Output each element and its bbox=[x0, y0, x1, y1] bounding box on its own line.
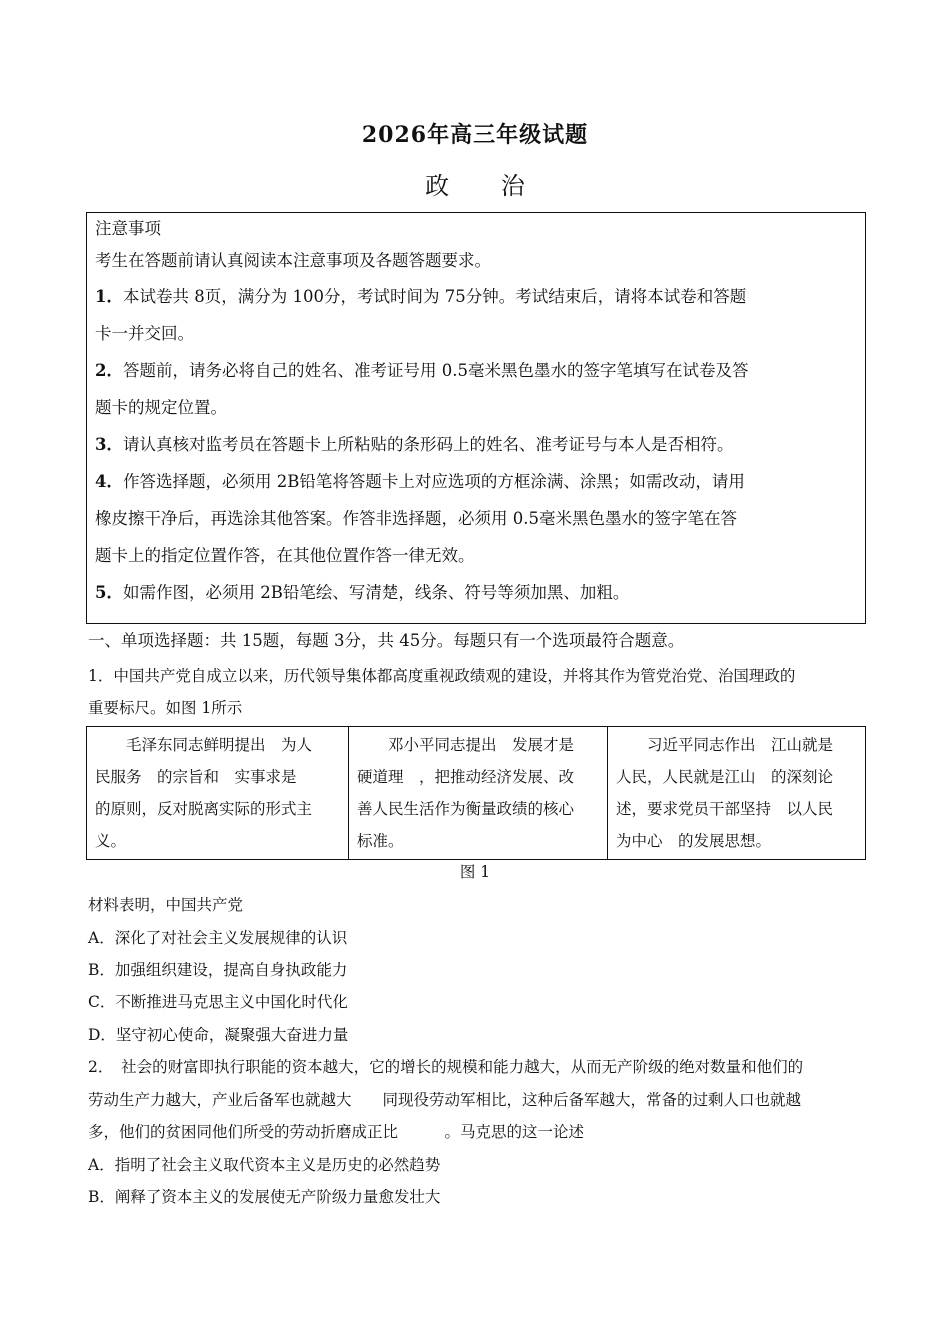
notice-item-number: 4． bbox=[95, 472, 123, 491]
section-heading: 一、单项选择题：共 15题，每题 3分，共 45分。每题只有一个选项最符合题意。 bbox=[88, 631, 685, 650]
exam-subject: 政 治 bbox=[425, 172, 547, 200]
notice-item-4 bbox=[95, 463, 857, 500]
exam-title: 2026年高三年级试题 bbox=[361, 122, 589, 148]
figure-cell-line: 人民，人民就是江山 的深刻论 bbox=[616, 768, 834, 786]
q1-option-b: B．加强组织建设，提高自身执政能力 bbox=[88, 961, 348, 979]
notice-item-text: 请认真核对监考员在答题卡上所粘贴的条形码上的姓名、准考证号与本人是否相符。 bbox=[122, 435, 734, 454]
q2-stem-line: 2． 社会的财富即执行职能的资本越大，它的增长的规模和能力越大，从而无产阶级的绝对数量和他们的 bbox=[88, 1058, 804, 1076]
q1-stem-line: 1．中国共产党自成立以来，历代领导集体都高度重视政绩观的建设，并将其作为管党治党、治国理政的 bbox=[88, 667, 796, 685]
figure-cell-line: 习近平同志作出 江山就是 bbox=[616, 736, 834, 754]
q1-option-a: A．深化了对社会主义发展规律的认识 bbox=[88, 929, 348, 947]
notice-box bbox=[86, 212, 866, 624]
notice-item-text: 如需作图，必须用 2B铅笔绘、写清楚，线条、符号等须加黑、加粗。 bbox=[122, 583, 630, 602]
q1-stem-line: 重要标尺。如图 1所示 bbox=[88, 699, 243, 717]
figure-1-table bbox=[86, 726, 866, 860]
figure-cell-line: 民服务 的宗旨和 实事求是 bbox=[95, 768, 297, 786]
figure-cell-line: 善人民生活作为衡量政绩的核心 bbox=[357, 800, 575, 818]
notice-item-4-cont: 题卡上的指定位置作答，在其他位置作答一律无效。 bbox=[95, 546, 475, 565]
notice-item-1-cont: 卡一并交回。 bbox=[95, 324, 194, 343]
notice-item-number: 1． bbox=[95, 287, 123, 306]
notice-heading: 注意事项 bbox=[95, 219, 161, 238]
figure-cell-line: 邓小平同志提出 发展才是 bbox=[357, 736, 575, 754]
q1-option-c: C．不断推进马克思主义中国化时代化 bbox=[88, 993, 348, 1011]
notice-item-number: 5． bbox=[95, 583, 123, 602]
q1-lead: 材料表明，中国共产党 bbox=[88, 896, 244, 914]
notice-item-number: 2． bbox=[95, 361, 123, 380]
q2-stem-line: 劳动生产力越大，产业后备军也就越大 同现役劳动军相比，这种后备军越大，常备的过剩人口也就越 bbox=[88, 1091, 802, 1109]
figure-cell-line: 述，要求党员干部坚持 以人民 bbox=[616, 800, 834, 818]
figure-cell-line: 硬道理 ，把推动经济发展、改 bbox=[357, 768, 575, 786]
figure-cell-deng bbox=[349, 727, 608, 859]
notice-item-text: 作答选择题，必须用 2B铅笔将答题卡上对应选项的方框涂满、涂黑；如需改动，请用 bbox=[122, 472, 745, 491]
figure-caption: 图 1 bbox=[459, 863, 491, 881]
figure-cell-line: 标准。 bbox=[357, 832, 404, 850]
figure-cell-line: 毛泽东同志鲜明提出 为人 bbox=[95, 736, 313, 754]
notice-item-5 bbox=[95, 574, 857, 611]
notice-item-text: 本试卷共 8页，满分为 100分，考试时间为 75分钟。考试结束后，请将本试卷和答题 bbox=[122, 287, 747, 306]
notice-item-2-cont: 题卡的规定位置。 bbox=[95, 398, 227, 417]
figure-cell-xi bbox=[608, 727, 865, 859]
notice-item-1 bbox=[95, 278, 857, 315]
notice-item-text: 答题前，请务必将自己的姓名、准考证号用 0.5毫米黑色墨水的签字笔填写在试卷及答 bbox=[122, 361, 749, 380]
q2-option-b: B．阐释了资本主义的发展使无产阶级力量愈发壮大 bbox=[88, 1188, 441, 1206]
notice-item-4-cont: 橡皮擦干净后，再选涂其他答案。作答非选择题，必须用 0.5毫米黑色墨水的签字笔在答 bbox=[95, 509, 737, 528]
q1-option-d: D．坚守初心使命，凝聚强大奋进力量 bbox=[88, 1026, 349, 1044]
q2-option-a: A．指明了社会主义取代资本主义是历史的必然趋势 bbox=[88, 1156, 441, 1174]
figure-cell-line: 的原则，反对脱离实际的形式主 bbox=[95, 800, 313, 818]
notice-item-3 bbox=[95, 426, 857, 463]
notice-item-2 bbox=[95, 352, 857, 389]
q2-stem-line: 多，他们的贫困同他们所受的劳动折磨成正比 。马克思的这一论述 bbox=[88, 1123, 585, 1141]
figure-cell-line: 义。 bbox=[95, 832, 127, 850]
figure-cell-mao bbox=[87, 727, 349, 859]
notice-item-number: 3． bbox=[95, 435, 123, 454]
figure-cell-line: 为中心 的发展思想。 bbox=[616, 832, 772, 850]
notice-intro: 考生在答题前请认真阅读本注意事项及各题答题要求。 bbox=[95, 251, 491, 270]
